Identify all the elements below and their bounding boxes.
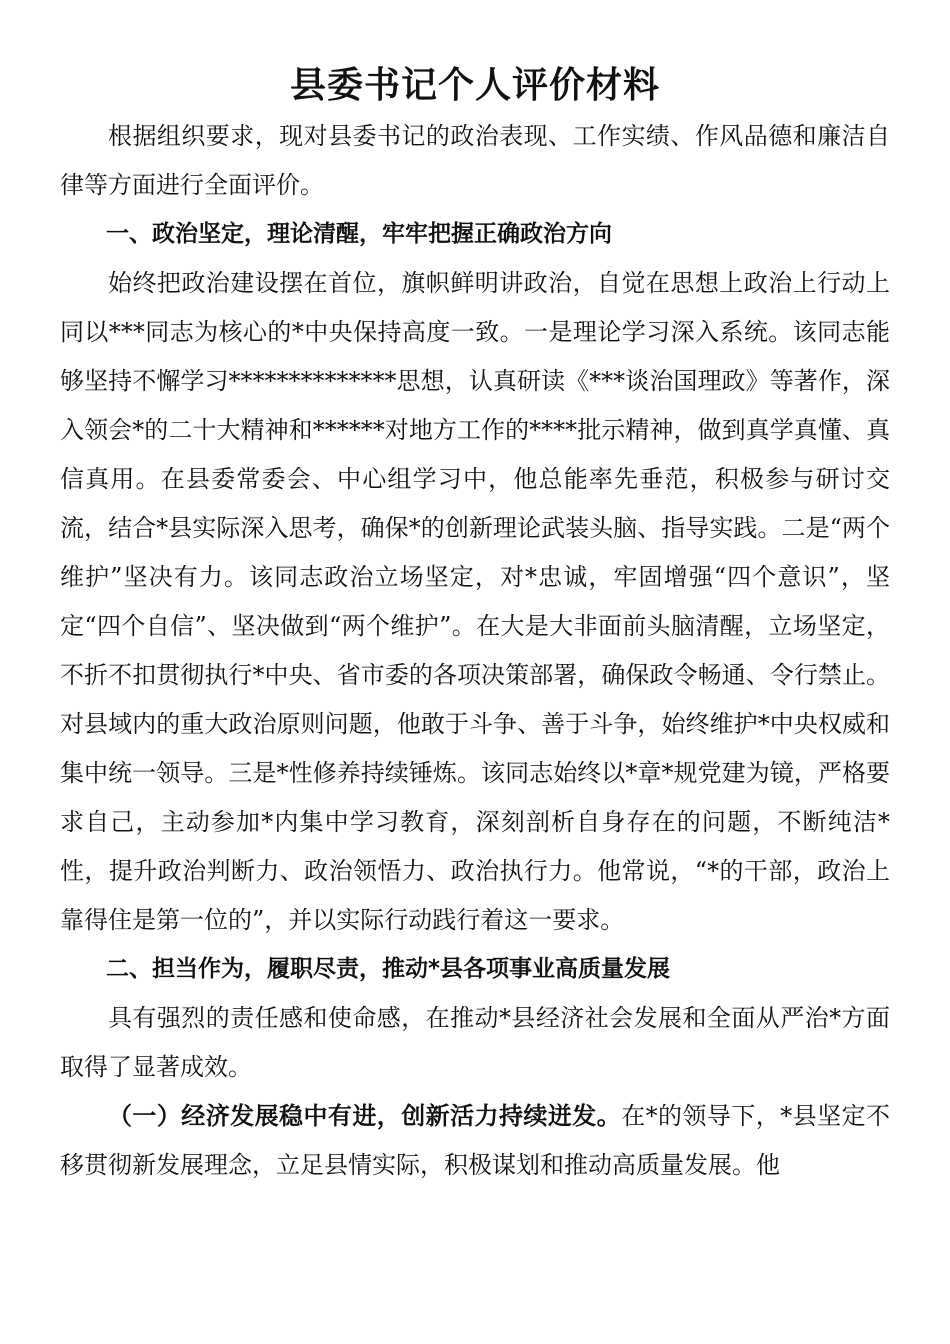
section-1-body: 始终把政治建设摆在首位，旗帜鲜明讲政治，自觉在思想上政治上行动上同以***同志为核心的*中央保持高度一致。一是理论学习深入系统。该同志能够坚持不懈学习**************思想，认真研读《***谈治国理政》等著作，深入领会*的二十大精神和******对地方工作的****批示精神，做到真学真懂、真信真用。在县委常委会、中心组学习中，他总能率先垂范，积极参与研讨交流，结合*县实际深入思考，确保*的创新理论武装头脑、指导实践。二是“两个维护”坚决有力。该同志政治立场坚定，对*忠诚，牢固增强“四个意识”，坚定“四个自信”、坚决做到“两个维护”。在大是大非面前头脑清醒，立场坚定，不折不扣贯彻执行*中央、省市委的各项决策部署，确保政令畅通、令行禁止。对县域内的重大政治原则问题，他敢于斗争、善于斗争，始终维护*中央权威和集中统一领导。三是*性修养持续锤炼。该同志始终以*章*规党建为镜，严格要求自己，主动参加*内集中学习教育，深刻剖析自身存在的问题，不断纯洁*性，提升政治判断力、政治领悟力、政治执行力。他常说，“*的干部，政治上靠得住是第一位的”，并以实际行动践行着这一要求。 [60,269,890,934]
section-1-heading: 一、政治坚定，理论清醒，牢牢把握正确政治方向 [106,221,612,247]
section-2-heading: 二、担当作为，履职尽责，推动*县各项事业高质量发展 [106,956,671,982]
document-page [60,60,890,1190]
intro-paragraph: 根据组织要求，现对县委书记的政治表现、工作实绩、作风品德和廉洁自律等方面进行全面评价。 [60,122,890,199]
subsection-1-paragraph [60,1092,890,1190]
document-title: 县委书记个人评价材料 [289,64,660,106]
subsection-1-lead: （一）经济发展稳中有进，创新活力持续迸发。 [108,1102,622,1130]
section-2-body: 具有强烈的责任感和使命感，在推动*县经济社会发展和全面从严治*方面取得了显著成效。 [60,1004,890,1081]
subsection-1-body: 在*的领导下，*县坚定不移贯彻新发展理念，立足县情实际，积极谋划和推动高质量发展。他 [60,1102,890,1179]
